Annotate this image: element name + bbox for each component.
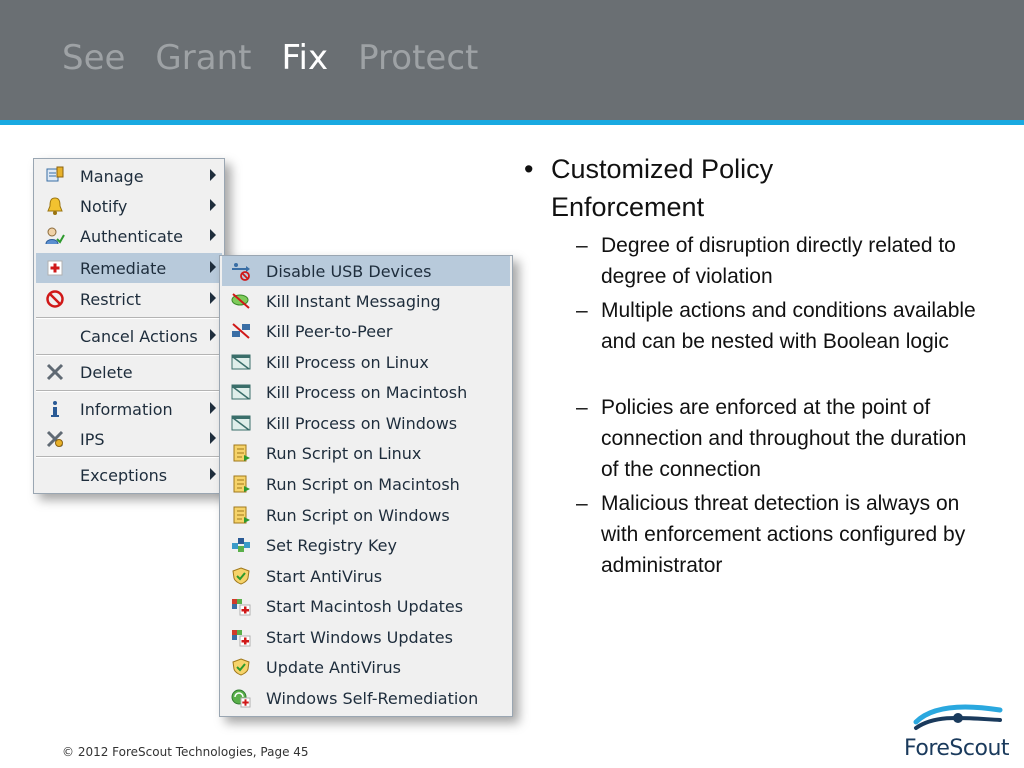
menu-item-label: Notify: [80, 196, 128, 216]
menu-item-label: Cancel Actions: [80, 326, 198, 346]
updates-icon: [230, 626, 252, 648]
nav-protect: Protect: [358, 38, 479, 78]
ips-icon: [44, 428, 66, 450]
bullet-main-text: Customized Policy Enforcement: [551, 154, 774, 222]
info-icon: [44, 398, 66, 420]
self-remediation-icon: [230, 687, 252, 709]
delete-x-icon: [44, 361, 66, 383]
submenu-item-kill-p2p[interactable]: [222, 316, 510, 346]
menu-item-label: IPS: [80, 429, 105, 449]
menu-item-label: Manage: [80, 166, 144, 186]
bullet-dot: •: [524, 154, 534, 184]
footer-copyright: © 2012 ForeScout Technologies, Page 45: [62, 745, 309, 759]
menu-item-label: Remediate: [80, 258, 167, 278]
menu-separator: [36, 354, 222, 356]
no-entry-icon: [44, 288, 66, 310]
submenu-item-label: Kill Process on Linux: [266, 352, 429, 372]
menu-item-label: Restrict: [80, 289, 141, 309]
menu-item-notify[interactable]: [36, 191, 222, 221]
kill-process-icon: [230, 351, 252, 373]
submenu-item-label: Kill Instant Messaging: [266, 291, 441, 311]
submenu-item-label: Set Registry Key: [266, 535, 397, 555]
submenu-item-run-script-mac[interactable]: [222, 469, 510, 499]
menu-separator: [36, 390, 222, 392]
submenu-item-set-registry-key[interactable]: [222, 530, 510, 560]
sub-bullet-text: Policies are enforced at the point of connection and throughout the duration of the connection: [601, 396, 967, 481]
forescout-logo-text: ForeScout: [904, 736, 1010, 761]
submenu-item-label: Run Script on Linux: [266, 443, 422, 463]
sub-bullet-text: Malicious threat detection is always on with enforcement actions configured by administrator: [601, 492, 966, 577]
sub-bullet-dash: –: [576, 234, 588, 257]
updates-icon: [230, 595, 252, 617]
submenu-item-label: Start AntiVirus: [266, 566, 383, 586]
submenu-item-update-antivirus[interactable]: [222, 652, 510, 682]
menu-item-restrict[interactable]: [36, 284, 222, 314]
registry-icon: [230, 534, 252, 556]
menu-item-label: Authenticate: [80, 226, 183, 246]
submenu-arrow-icon: [210, 468, 216, 480]
menu-item-label: Information: [80, 399, 173, 419]
menu-item-exceptions[interactable]: [36, 460, 222, 490]
kill-im-icon: [230, 290, 252, 312]
manage-icon: [44, 165, 66, 187]
bell-icon: [44, 195, 66, 217]
submenu-item-label: Windows Self-Remediation: [266, 688, 479, 708]
submenu-arrow-icon: [210, 261, 216, 273]
submenu-item-label: Kill Peer-to-Peer: [266, 321, 393, 341]
submenu-item-label: Start Macintosh Updates: [266, 596, 464, 616]
sub-bullet-dash: –: [576, 492, 588, 515]
menu-item-label: Exceptions: [80, 465, 168, 485]
user-check-icon: [44, 225, 66, 247]
menu-separator: [36, 317, 222, 319]
submenu-item-windows-self-remediation[interactable]: [222, 683, 510, 713]
submenu-item-label: Run Script on Macintosh: [266, 474, 460, 494]
remediate-cross-icon: [44, 257, 66, 279]
submenu-item-disable-usb[interactable]: [222, 256, 510, 286]
submenu-arrow-icon: [210, 402, 216, 414]
slide-header: [0, 0, 1024, 120]
nav-grant: Grant: [155, 38, 252, 78]
context-menu-main: [33, 158, 225, 494]
antivirus-shield-icon: [230, 656, 252, 678]
submenu-item-run-script-linux[interactable]: [222, 438, 510, 468]
antivirus-shield-icon: [230, 565, 252, 587]
slide-nav: [62, 38, 478, 78]
script-icon: [230, 473, 252, 495]
header-accent-stripe: [0, 120, 1024, 125]
menu-item-authenticate[interactable]: [36, 221, 222, 251]
sub-bullet-text: Degree of disruption directly related to degree of violation: [601, 234, 956, 288]
sub-bullet-dash: –: [576, 396, 588, 419]
submenu-arrow-icon: [210, 292, 216, 304]
submenu-item-label: Run Script on Windows: [266, 505, 450, 525]
sub-bullet-dash: –: [576, 299, 588, 322]
sub-bullet-text: Multiple actions and conditions available and can be nested with Boolean logic: [601, 299, 976, 353]
submenu-item-run-script-windows[interactable]: [222, 500, 510, 530]
submenu-arrow-icon: [210, 199, 216, 211]
kill-process-icon: [230, 412, 252, 434]
submenu-item-start-mac-updates[interactable]: [222, 591, 510, 621]
menu-item-ips[interactable]: [36, 424, 222, 454]
submenu-arrow-icon: [210, 169, 216, 181]
script-icon: [230, 442, 252, 464]
nav-see: See: [62, 38, 126, 78]
menu-item-manage[interactable]: [36, 161, 222, 191]
menu-separator: [36, 456, 222, 458]
menu-item-delete[interactable]: [36, 357, 222, 387]
menu-item-label: Delete: [80, 362, 133, 382]
submenu-item-label: Kill Process on Windows: [266, 413, 458, 433]
submenu-item-label: Kill Process on Macintosh: [266, 382, 468, 402]
nav-fix: Fix: [281, 38, 329, 78]
submenu-item-start-windows-updates[interactable]: [222, 622, 510, 652]
script-icon: [230, 504, 252, 526]
kill-p2p-icon: [230, 320, 252, 342]
submenu-item-label: Disable USB Devices: [266, 261, 432, 281]
submenu-item-kill-process-windows[interactable]: [222, 408, 510, 438]
menu-item-remediate[interactable]: [36, 253, 222, 283]
submenu-arrow-icon: [210, 432, 216, 444]
submenu-item-label: Update AntiVirus: [266, 657, 401, 677]
submenu-item-start-antivirus[interactable]: [222, 561, 510, 591]
submenu-item-kill-process-linux[interactable]: [222, 347, 510, 377]
usb-disable-icon: [230, 260, 252, 282]
submenu-item-kill-im[interactable]: [222, 286, 510, 316]
kill-process-icon: [230, 381, 252, 403]
context-submenu-remediate: [219, 255, 513, 717]
menu-item-cancel-actions[interactable]: [36, 321, 222, 351]
submenu-item-kill-process-mac[interactable]: [222, 377, 510, 407]
submenu-item-label: Start Windows Updates: [266, 627, 453, 647]
submenu-arrow-icon: [210, 229, 216, 241]
submenu-arrow-icon: [210, 329, 216, 341]
menu-item-information[interactable]: [36, 394, 222, 424]
